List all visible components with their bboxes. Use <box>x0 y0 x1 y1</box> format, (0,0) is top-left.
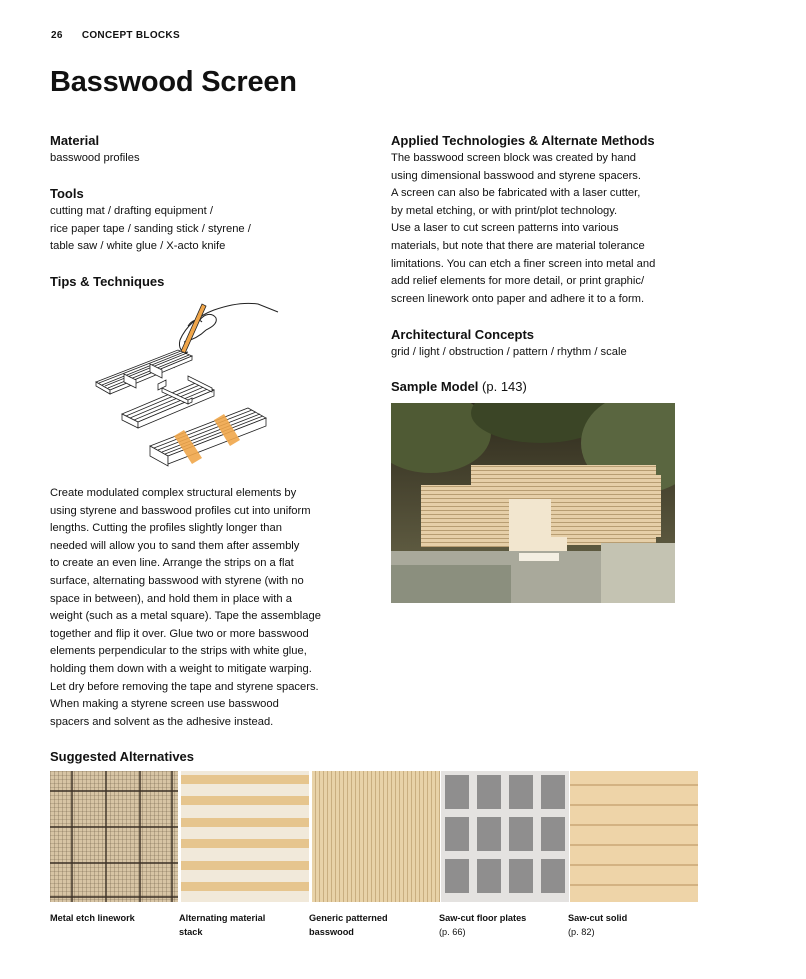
caption-floor-plates <box>439 911 565 939</box>
tips-heading: Tips & Techniques <box>50 274 165 289</box>
text-line: surface, alternating basswood with styrene (with no <box>50 574 304 587</box>
caption-metal-etch <box>50 911 176 925</box>
tools-heading: Tools <box>50 186 84 201</box>
sample-model-photo <box>391 403 675 603</box>
text-line: Let dry before removing the tape and styrene spacers. <box>50 680 319 693</box>
text-line: by metal etching, or with print/plot technology. <box>391 204 618 217</box>
text-line: A screen can also be fabricated with a laser cutter, <box>391 187 641 200</box>
alternatives-heading: Suggested Alternatives <box>50 749 195 764</box>
text-line: spacers and solvent as the adhesive instead. <box>50 715 274 728</box>
caption-title: Generic patterned <box>309 913 388 923</box>
concepts-heading: Architectural Concepts <box>391 327 535 342</box>
tools-line: cutting mat / drafting equipment / <box>50 205 213 217</box>
sample-page-ref: (p. 143) <box>482 379 527 394</box>
caption-page-ref: (p. 66) <box>439 927 466 937</box>
applied-heading: Applied Technologies & Alternate Methods <box>391 133 655 148</box>
concepts-text: grid / light / obstruction / pattern / rhythm / scale <box>391 346 627 358</box>
text-line: space in between), and hold them in place with a <box>50 592 292 605</box>
sample-heading <box>391 379 711 394</box>
text-line: add relief elements for more detail, or print graphic/ <box>391 275 645 288</box>
text-line: materials, but note that there are material tolerance <box>391 239 645 252</box>
text-line: using styrene and basswood profiles cut into uniform <box>50 504 311 517</box>
text-line: Use a laser to cut screen patterns into various <box>391 222 619 235</box>
text-line: When making a styrene screen use basswood <box>50 698 279 711</box>
floor-plates-swatch <box>441 771 569 902</box>
metal-etch-swatch <box>50 771 178 902</box>
text-line: needed will allow you to sand them after assembly <box>50 539 300 552</box>
text-line: holding them down with a weight to mitigate warping. <box>50 662 312 675</box>
material-heading: Material <box>50 133 100 148</box>
page-title: Basswood Screen <box>50 66 297 98</box>
caption-page-ref: (p. 82) <box>568 927 595 937</box>
tools-list <box>50 203 370 256</box>
caption-alternating-stack <box>179 911 305 939</box>
text-line: weight (such as a metal square). Tape the assemblage <box>50 610 321 623</box>
caption-title-cont: basswood <box>309 927 354 937</box>
caption-title: Metal etch linework <box>50 913 135 923</box>
tools-line: rice paper tape / sanding stick / styrene / <box>50 222 251 235</box>
sample-heading-label: Sample Model <box>391 379 479 394</box>
patterned-basswood-swatch <box>312 771 440 902</box>
assembly-illustration <box>88 296 288 474</box>
text-line: elements perpendicular to the strips with white glue, <box>50 645 307 658</box>
text-line: The basswood screen block was created by hand <box>391 152 637 164</box>
applied-paragraph <box>391 150 711 308</box>
caption-saw-cut-solid <box>568 911 694 939</box>
caption-title: Alternating material <box>179 913 266 923</box>
caption-patterned-basswood <box>309 911 435 939</box>
material-text: basswood profiles <box>50 152 140 164</box>
page-number: 26 <box>51 30 63 41</box>
text-line: lengths. Cutting the profiles slightly longer than <box>50 522 282 535</box>
instructions-paragraph <box>50 485 365 731</box>
text-line: to create an even line. Arrange the strips on a flat <box>50 557 294 570</box>
running-header <box>51 30 180 41</box>
text-line: screen linework onto paper and adhere it to a form. <box>391 292 645 305</box>
caption-title: Saw-cut solid <box>568 913 628 923</box>
saw-cut-solid-swatch <box>570 771 698 902</box>
text-line: Create modulated complex structural elements by <box>50 487 297 499</box>
caption-title-cont: stack <box>179 927 203 937</box>
alternating-stack-swatch <box>181 771 309 902</box>
text-line: together and flip it over. Glue two or more basswood <box>50 627 309 640</box>
text-line: using dimensional basswood and styrene spacers. <box>391 169 641 182</box>
caption-title: Saw-cut floor plates <box>439 913 527 923</box>
section-name: CONCEPT BLOCKS <box>81 30 180 41</box>
text-line: limitations. You can etch a finer screen into metal and <box>391 257 656 270</box>
tools-line: table saw / white glue / X-acto knife <box>50 240 226 253</box>
